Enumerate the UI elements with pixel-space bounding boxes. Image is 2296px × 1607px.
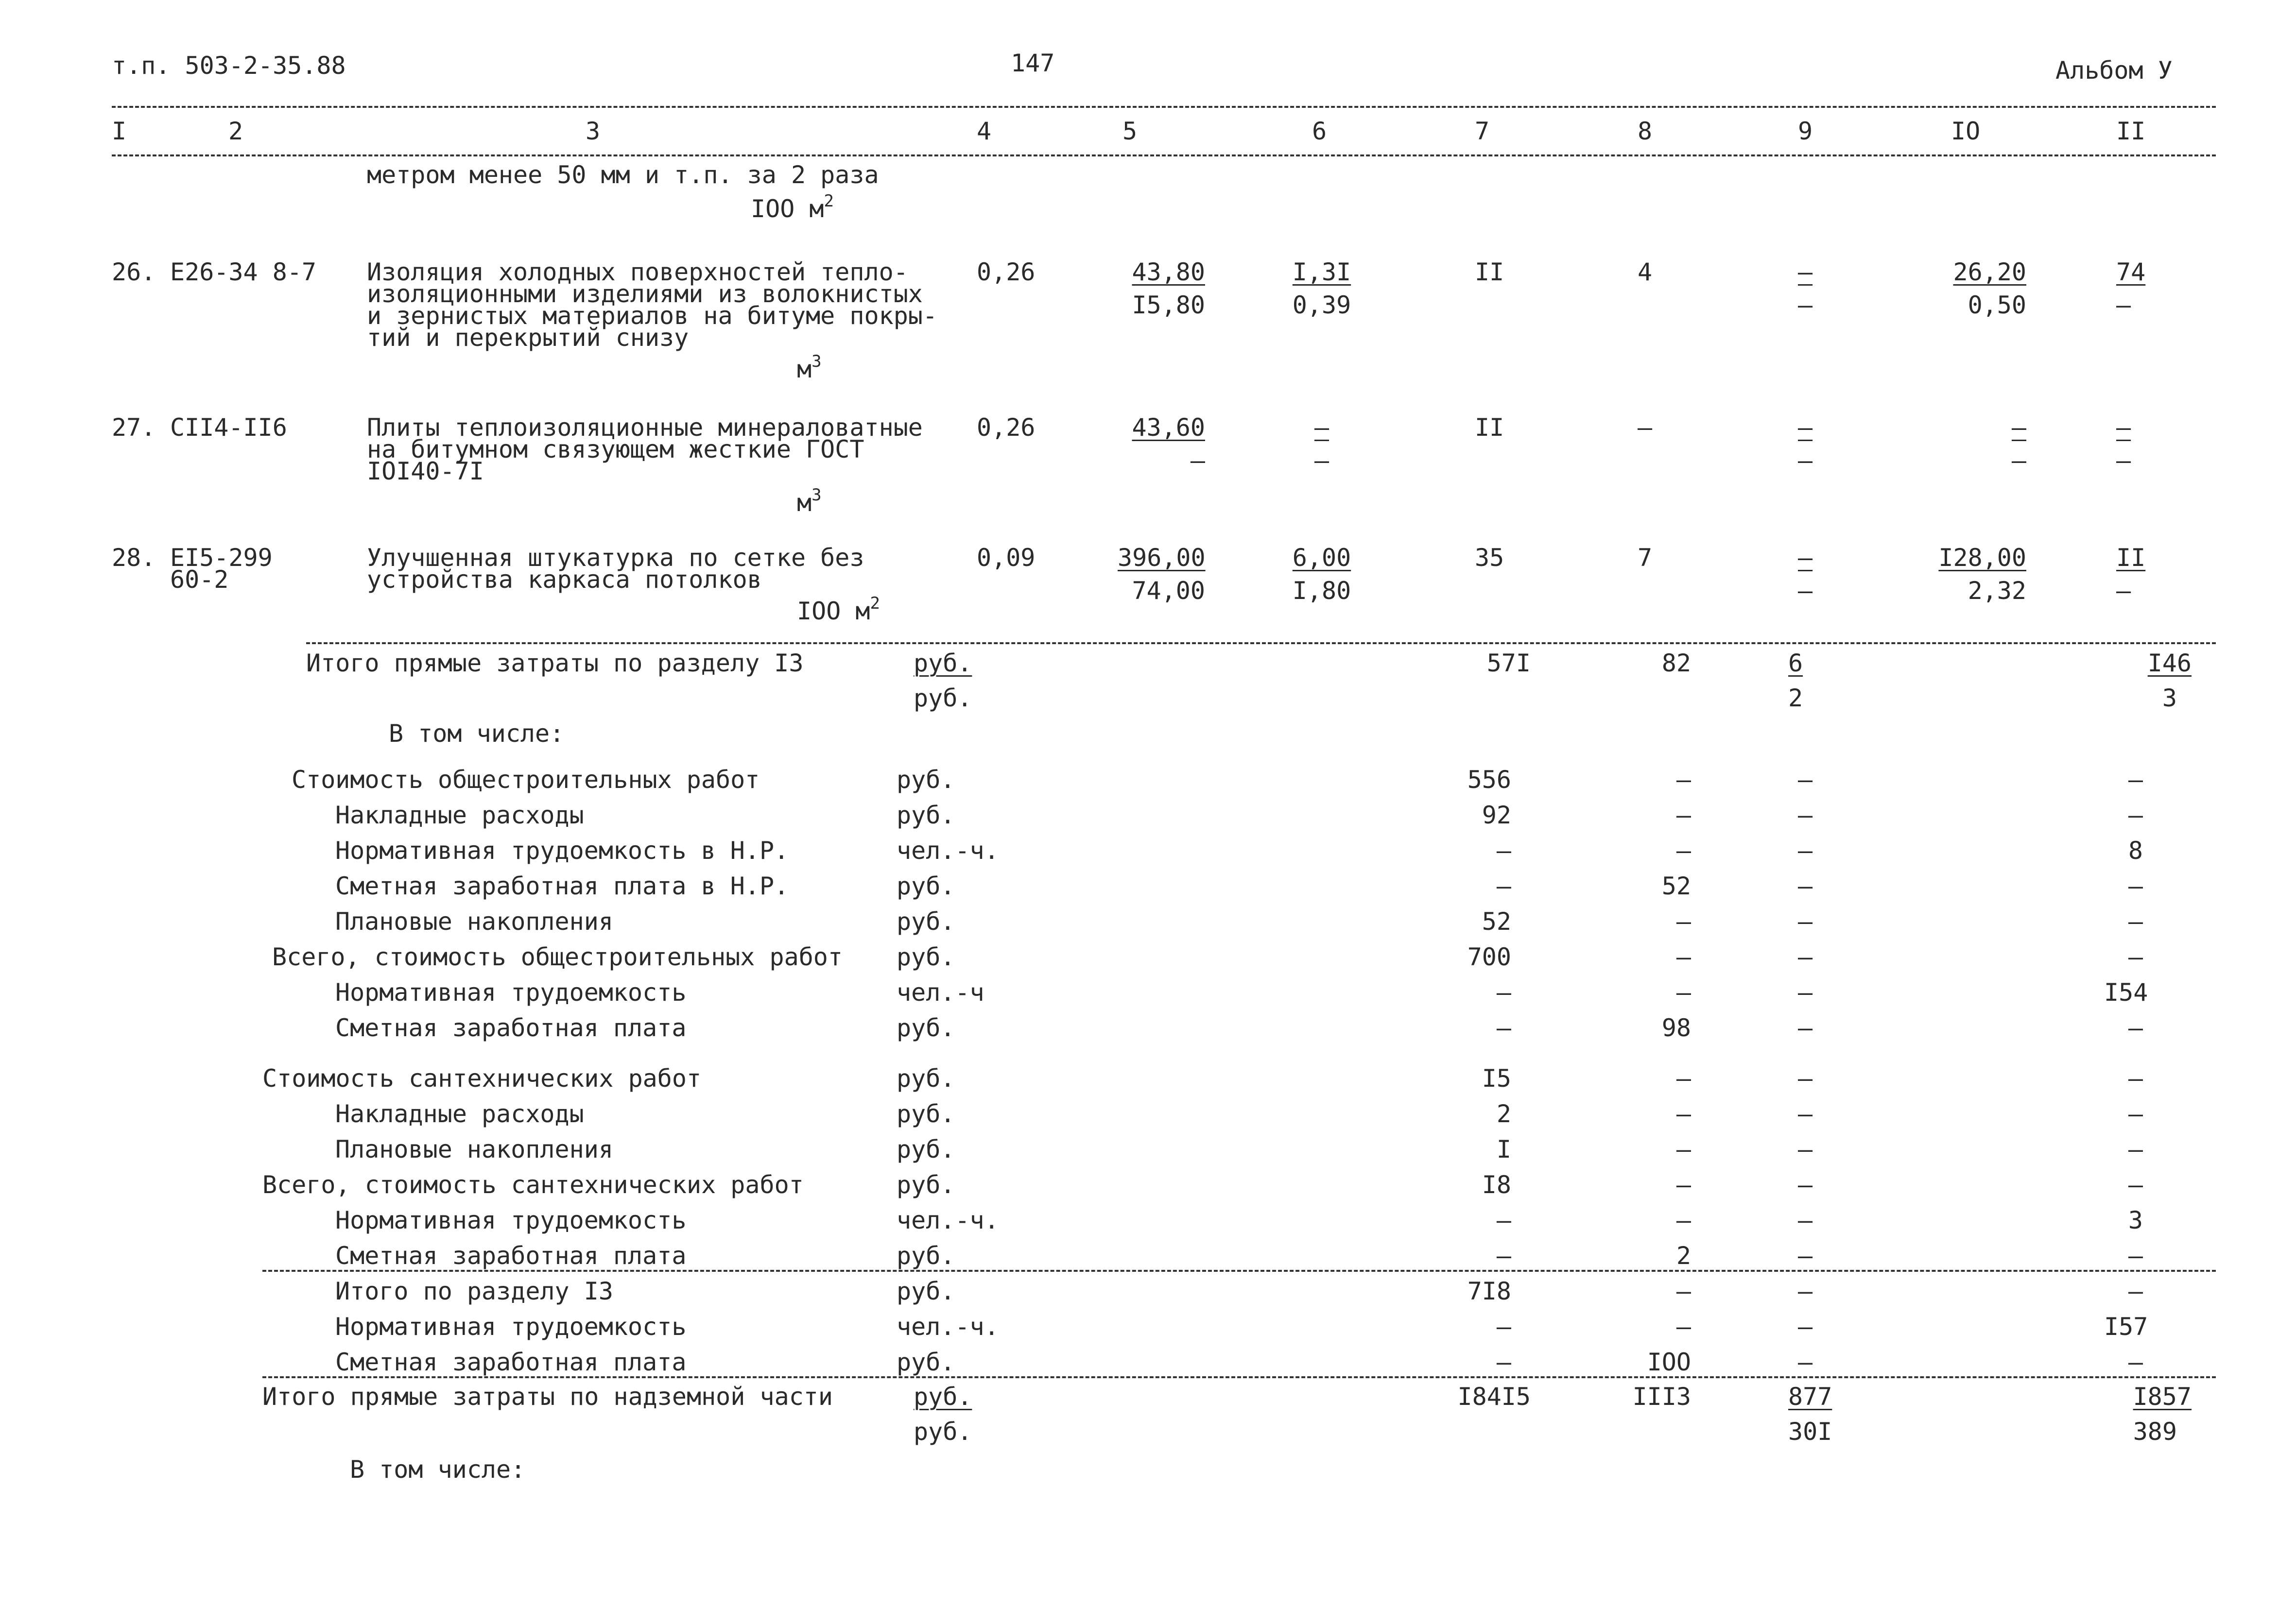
- summary-line-col8: –: [1676, 837, 1691, 865]
- summary-line-col8: IOO: [1647, 1348, 1691, 1376]
- row-col8: 7: [1638, 544, 1653, 572]
- summary-line-unit: руб.: [897, 766, 955, 794]
- column-header-6: 6: [1312, 117, 1327, 145]
- summary-line-unit: руб.: [897, 1014, 955, 1042]
- above-ground-total-col8: III3: [1632, 1383, 1691, 1411]
- above-ground-total-unit-2: руб.: [914, 1418, 972, 1446]
- header-rule-top: [112, 106, 2216, 108]
- summary-line-col8: –: [1676, 943, 1691, 971]
- summary-line-col7: –: [1496, 1348, 1511, 1376]
- summary-line-unit: руб.: [897, 872, 955, 900]
- row-unit: IOO $м^2$: [797, 594, 880, 625]
- summary-line-unit: чел.-ч.: [897, 837, 999, 865]
- summary-line-col11: –: [2128, 1171, 2143, 1199]
- summary-line-col7: –: [1496, 1242, 1511, 1270]
- summary-line-label: Сметная заработная плата: [335, 1348, 687, 1376]
- row-code-line2: 60-2: [170, 565, 229, 594]
- summary-line-col11: –: [2128, 1348, 2143, 1376]
- row-col9-bottom: –: [1798, 446, 1813, 475]
- summary-line-col7: –: [1496, 872, 1511, 900]
- row-description-line: устройства каркаса потолков: [367, 565, 762, 594]
- column-header-4: 4: [977, 117, 992, 145]
- summary-rule: [306, 642, 2216, 644]
- row-description-line: Улучшенная штукатурка по сетке без: [367, 544, 864, 572]
- summary-line-label: Накладные расходы: [335, 801, 584, 829]
- summary-line-col9: –: [1798, 1135, 1813, 1163]
- row-col5-wage: –: [1190, 446, 1205, 475]
- row-number: 27.: [112, 413, 156, 442]
- row-col11-top: –: [2116, 413, 2131, 442]
- row-col6-wage: –: [1314, 446, 1329, 475]
- summary-line-col11: 8: [2128, 837, 2143, 865]
- summary-line-unit: чел.-ч: [897, 978, 984, 1007]
- section-total-col9-bottom: 2: [1788, 684, 1803, 712]
- summary-line-unit: руб.: [897, 1100, 955, 1128]
- row-col11-bottom: –: [2116, 577, 2131, 605]
- summary-line-col8: –: [1676, 1064, 1691, 1093]
- row-description-line: изоляционными изделиями из волокнистых: [367, 280, 923, 308]
- above-ground-total-col9-top: 877: [1788, 1383, 1832, 1411]
- summary-line-col11: –: [2128, 1242, 2143, 1270]
- summary-line-label: Стоимость общестроительных работ: [292, 766, 760, 794]
- summary-line-col7: –: [1496, 837, 1511, 865]
- row-col5-wage: 74,00: [1132, 577, 1205, 605]
- above-ground-total-col7: I84I5: [1457, 1383, 1531, 1411]
- row-quantity: 0,09: [977, 544, 1036, 572]
- summary-line-col7: 52: [1482, 907, 1511, 936]
- carry-text-line: метром менее 50 мм и т.п. за 2 раза: [367, 161, 879, 189]
- including-label: В том числе:: [389, 719, 565, 748]
- row-col5-total: 43,80: [1132, 258, 1205, 286]
- column-header-5: 5: [1122, 117, 1138, 145]
- summary-line-col8: 2: [1676, 1242, 1691, 1270]
- row-col7: II: [1475, 413, 1504, 442]
- summary-line-col9: –: [1798, 1100, 1813, 1128]
- row-quantity: 0,26: [977, 413, 1036, 442]
- summary-line-col11: I54: [2104, 978, 2148, 1007]
- summary-line-label: Накладные расходы: [335, 1100, 584, 1128]
- page-number: 147: [1011, 49, 1055, 77]
- row-col10-total: –: [2011, 413, 2026, 442]
- summary-line-unit: руб.: [897, 907, 955, 936]
- row-col8: –: [1638, 413, 1653, 442]
- subtotal-rule: [262, 1376, 2216, 1378]
- row-description-line: IOI40-7I: [367, 457, 484, 485]
- section-total-col7: 57I: [1486, 649, 1531, 677]
- summary-line-col7: I8: [1482, 1171, 1511, 1199]
- row-description-line: Изоляция холодных поверхностей тепло-: [367, 258, 908, 286]
- above-ground-total-label: Итого прямые затраты по надземной части: [262, 1383, 833, 1411]
- section-total-unit: руб.: [914, 649, 972, 677]
- summary-line-col8: –: [1676, 1206, 1691, 1234]
- summary-line-col9: –: [1798, 872, 1813, 900]
- row-description-line: Плиты теплоизоляционные минераловатные: [367, 413, 923, 442]
- summary-line-unit: руб.: [897, 1171, 955, 1199]
- summary-line-label: Итого по разделу I3: [335, 1277, 613, 1305]
- summary-line-label: Плановые накопления: [335, 907, 613, 936]
- section-total-col8: 82: [1661, 649, 1691, 677]
- summary-line-col8: –: [1676, 766, 1691, 794]
- summary-line-col7: 7I8: [1467, 1277, 1511, 1305]
- summary-line-col9: –: [1798, 1242, 1813, 1270]
- summary-line-col8: –: [1676, 1171, 1691, 1199]
- summary-line-col9: –: [1798, 1171, 1813, 1199]
- column-header-9: 9: [1798, 117, 1813, 145]
- summary-line-label: Нормативная трудоемкость: [335, 1206, 687, 1234]
- row-unit: $м^3$: [797, 352, 822, 383]
- row-col6-total: 6,00: [1292, 544, 1351, 572]
- column-header-11: II: [2116, 117, 2146, 145]
- above-ground-total-col11-top: I857: [2133, 1383, 2192, 1411]
- summary-line-col8: –: [1676, 978, 1691, 1007]
- summary-line-col11: –: [2128, 1064, 2143, 1093]
- summary-line-col9: –: [1798, 907, 1813, 936]
- row-col6-wage: I,80: [1292, 577, 1351, 605]
- column-header-1: I: [112, 117, 127, 145]
- row-col5-total: 43,60: [1132, 413, 1205, 442]
- summary-line-unit: руб.: [897, 1277, 955, 1305]
- summary-line-label: Сметная заработная плата в Н.Р.: [335, 872, 789, 900]
- summary-line-col11: –: [2128, 1135, 2143, 1163]
- summary-line-label: Плановые накопления: [335, 1135, 613, 1163]
- summary-line-col9: –: [1798, 1348, 1813, 1376]
- above-ground-total-col9-bottom: 30I: [1788, 1418, 1832, 1446]
- row-col10-wage: –: [2011, 446, 2026, 475]
- summary-line-col11: –: [2128, 943, 2143, 971]
- summary-line-col7: 556: [1467, 766, 1511, 794]
- row-number: 26.: [112, 258, 156, 286]
- column-header-8: 8: [1638, 117, 1653, 145]
- column-header-7: 7: [1475, 117, 1490, 145]
- summary-line-col9: –: [1798, 1313, 1813, 1341]
- row-description-line: тий и перекрытий снизу: [367, 324, 689, 352]
- including-label-2: В том числе:: [350, 1455, 526, 1484]
- summary-line-unit: руб.: [897, 1348, 955, 1376]
- row-col11-bottom: –: [2116, 291, 2131, 319]
- summary-line-col7: –: [1496, 978, 1511, 1007]
- summary-line-col7: –: [1496, 1014, 1511, 1042]
- summary-line-label: Нормативная трудоемкость: [335, 1313, 687, 1341]
- row-code: СII4-II6: [170, 413, 287, 442]
- summary-line-col9: –: [1798, 1014, 1813, 1042]
- row-number: 28.: [112, 544, 156, 572]
- subtotal-rule: [262, 1270, 2216, 1272]
- summary-line-unit: руб.: [897, 801, 955, 829]
- summary-line-unit: чел.-ч.: [897, 1206, 999, 1234]
- row-col5-wage: I5,80: [1132, 291, 1205, 319]
- summary-line-col11: –: [2128, 1100, 2143, 1128]
- summary-line-unit: чел.-ч.: [897, 1313, 999, 1341]
- summary-line-col11: 3: [2128, 1206, 2143, 1234]
- summary-line-col9: –: [1798, 1206, 1813, 1234]
- summary-line-col7: –: [1496, 1206, 1511, 1234]
- row-col9-top: –: [1798, 413, 1813, 442]
- summary-line-col11: –: [2128, 907, 2143, 936]
- summary-line-col8: –: [1676, 1277, 1691, 1305]
- summary-line-col7: 2: [1496, 1100, 1511, 1128]
- row-quantity: 0,26: [977, 258, 1036, 286]
- summary-line-col7: 700: [1467, 943, 1511, 971]
- summary-line-label: Нормативная трудоемкость: [335, 978, 687, 1007]
- carry-text-unit: IOO $м^2$: [751, 191, 834, 223]
- summary-line-col8: –: [1676, 1135, 1691, 1163]
- album-label: Альбом У: [2055, 56, 2173, 85]
- row-col7: II: [1475, 258, 1504, 286]
- row-col11-top: II: [2116, 544, 2146, 572]
- summary-line-label: Нормативная трудоемкость в Н.Р.: [335, 837, 789, 865]
- summary-line-col8: 52: [1661, 872, 1691, 900]
- row-col6-total: I,3I: [1292, 258, 1351, 286]
- summary-line-col11: –: [2128, 801, 2143, 829]
- summary-line-unit: руб.: [897, 1135, 955, 1163]
- row-col10-total: I28,00: [1938, 544, 2026, 572]
- summary-line-col11: –: [2128, 1014, 2143, 1042]
- row-col10-wage: 0,50: [1968, 291, 2026, 319]
- column-header-2: 2: [228, 117, 243, 145]
- section-total-label: Итого прямые затраты по разделу I3: [306, 649, 804, 677]
- summary-line-col8: –: [1676, 907, 1691, 936]
- row-col7: 35: [1475, 544, 1504, 572]
- column-header-10: IO: [1951, 117, 1981, 145]
- above-ground-total-unit: руб.: [914, 1383, 972, 1411]
- row-col11-top: 74: [2116, 258, 2146, 286]
- row-col9-top: –: [1798, 258, 1813, 286]
- summary-line-col9: –: [1798, 766, 1813, 794]
- summary-line-col11: I57: [2104, 1313, 2148, 1341]
- summary-line-col8: 98: [1661, 1014, 1691, 1042]
- above-ground-total-col11-bottom: 389: [2133, 1418, 2177, 1446]
- section-total-col9-top: 6: [1788, 649, 1803, 677]
- row-col5-total: 396,00: [1118, 544, 1206, 572]
- summary-line-unit: руб.: [897, 943, 955, 971]
- summary-line-unit: руб.: [897, 1242, 955, 1270]
- summary-line-col9: –: [1798, 837, 1813, 865]
- summary-line-col11: –: [2128, 872, 2143, 900]
- row-code: ЕI5-299: [170, 544, 273, 572]
- summary-line-label: Стоимость сантехнических работ: [262, 1064, 702, 1093]
- summary-line-label: Всего, стоимость общестроительных работ: [272, 943, 843, 971]
- row-col9-bottom: –: [1798, 291, 1813, 319]
- row-description-line: и зернистых материалов на битуме покры-: [367, 302, 937, 330]
- section-total-col11-top: I46: [2147, 649, 2192, 677]
- summary-line-col9: –: [1798, 978, 1813, 1007]
- column-header-3: 3: [586, 117, 601, 145]
- summary-line-unit: руб.: [897, 1064, 955, 1093]
- row-col10-wage: 2,32: [1968, 577, 2026, 605]
- row-col9-top: –: [1798, 544, 1813, 572]
- summary-line-col9: –: [1798, 943, 1813, 971]
- summary-line-col9: –: [1798, 1064, 1813, 1093]
- row-code: Е26-34 8-7: [170, 258, 317, 286]
- summary-line-label: Сметная заработная плата: [335, 1242, 687, 1270]
- summary-line-col7: I5: [1482, 1064, 1511, 1093]
- row-col8: 4: [1638, 258, 1653, 286]
- section-total-unit-2: руб.: [914, 684, 972, 712]
- row-unit: $м^3$: [797, 485, 822, 517]
- summary-line-col9: –: [1798, 801, 1813, 829]
- row-col10-total: 26,20: [1953, 258, 2026, 286]
- summary-line-label: Всего, стоимость сантехнических работ: [262, 1171, 804, 1199]
- row-col11-bottom: –: [2116, 446, 2131, 475]
- row-col6-wage: 0,39: [1292, 291, 1351, 319]
- header-rule-bottom: [112, 154, 2216, 156]
- summary-line-label: Сметная заработная плата: [335, 1014, 687, 1042]
- row-col9-bottom: –: [1798, 577, 1813, 605]
- summary-line-col7: 92: [1482, 801, 1511, 829]
- section-total-col11-bottom: 3: [2162, 684, 2177, 712]
- row-col6-total: –: [1314, 413, 1329, 442]
- summary-line-col8: –: [1676, 1313, 1691, 1341]
- summary-line-col8: –: [1676, 1100, 1691, 1128]
- summary-line-col8: –: [1676, 801, 1691, 829]
- row-description-line: на битумном связующем жесткие ГОСТ: [367, 435, 864, 463]
- summary-line-col9: –: [1798, 1277, 1813, 1305]
- summary-line-col11: –: [2128, 1277, 2143, 1305]
- summary-line-col11: –: [2128, 766, 2143, 794]
- summary-line-col7: I: [1496, 1135, 1511, 1163]
- summary-line-col7: –: [1496, 1313, 1511, 1341]
- doc-code: т.п. 503-2-35.88: [112, 51, 346, 80]
